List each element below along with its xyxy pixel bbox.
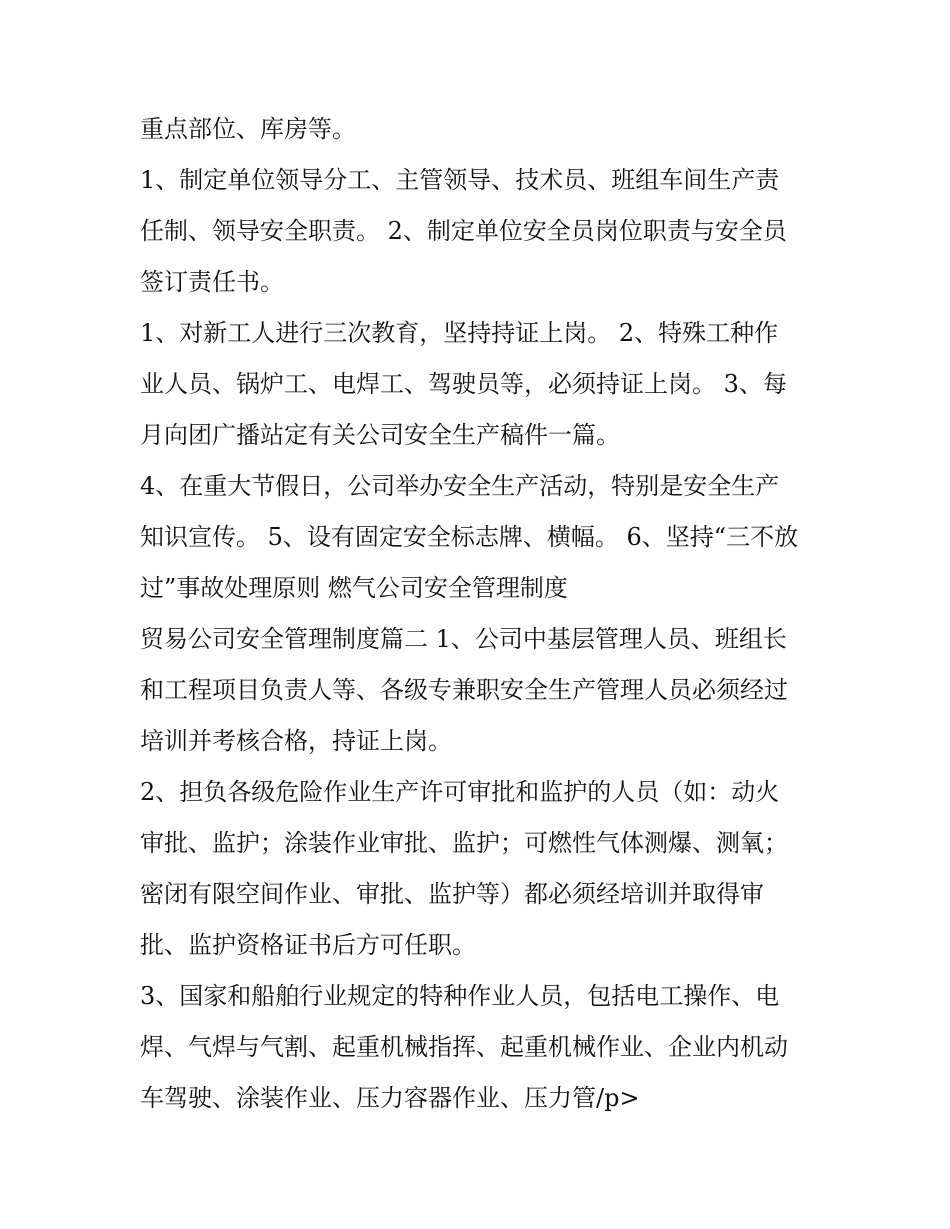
text-line: 和工程项目负责人等、各级专兼职安全生产管理人员必须经过: [140, 676, 788, 704]
text-line: 车驾驶、涂装作业、压力容器作业、压力管/p>: [140, 1084, 640, 1112]
text-line: 任制、领导安全职责。 2、制定单位安全员岗位职责与安全员: [140, 217, 787, 245]
text-line: 知识宣传。 5、设有固定安全标志牌、横幅。 6、坚持“三不放: [140, 523, 799, 551]
text-line: 1、制定单位领导分工、主管领导、技术员、班组车间生产责: [140, 166, 780, 194]
text-line: 4、在重大节假日，公司举办安全生产活动，特别是安全生产: [140, 472, 780, 500]
text-line: 培训并考核合格，持证上岗。: [140, 727, 452, 755]
text-line: 签订责任书。: [140, 268, 284, 296]
text-line: 重点部位、库房等。: [140, 115, 356, 143]
text-line: 审批、监护；涂装作业审批、监护；可燃性气体测爆、测氧；: [140, 829, 788, 857]
text-line: 1、对新工人进行三次教育，坚持持证上岗。 2、特殊工种作: [140, 319, 779, 347]
text-line: 2、担负各级危险作业生产许可审批和监护的人员（如：动火: [140, 778, 780, 806]
text-line: 焊、气焊与气割、起重机械指挥、起重机械作业、企业内机动: [140, 1033, 788, 1061]
text-line: 过”事故处理原则 燃气公司安全管理制度: [140, 574, 568, 602]
text-line: 3、国家和船舶行业规定的特种作业人员，包括电工操作、电: [140, 982, 780, 1010]
text-line: 业人员、锅炉工、电焊工、驾驶员等，必须持证上岗。 3、每: [140, 370, 787, 398]
document-body: [140, 104, 840, 1124]
text-line: 月向团广播站定有关公司安全生产稿件一篇。: [140, 421, 620, 449]
text-line: 密闭有限空间作业、审批、监护等）都必须经培训并取得审: [140, 880, 764, 908]
text-line: 贸易公司安全管理制度篇二 1、公司中基层管理人员、班组长: [140, 625, 787, 653]
text-line: 批、监护资格证书后方可任职。: [140, 931, 476, 959]
